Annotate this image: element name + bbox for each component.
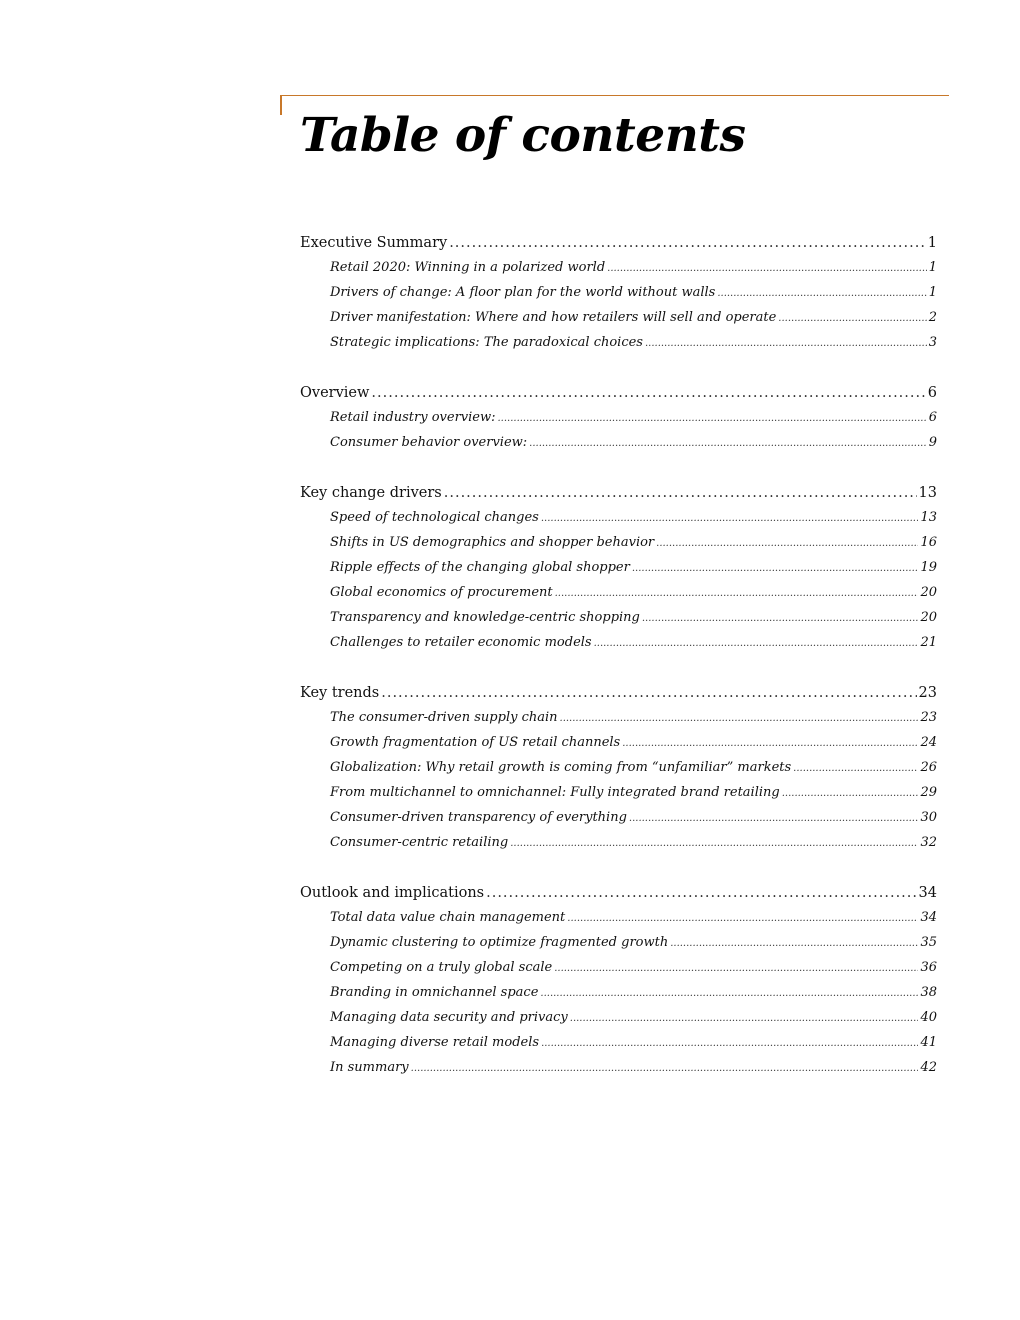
dot-leader [670, 935, 918, 950]
toc-subentry-page-number: 41 [920, 1035, 937, 1050]
toc-entry[interactable] [300, 485, 937, 510]
toc-entry-page-number: 34 [918, 885, 937, 901]
toc-subentry-title: From multichannel to omnichannel: Fully integrated brand retailing [330, 785, 780, 800]
toc-subentry-page-number: 40 [920, 1010, 937, 1025]
toc-subentry[interactable] [300, 260, 937, 285]
dot-leader [486, 885, 916, 901]
toc-subentry[interactable] [300, 735, 937, 760]
toc-subentry-title: Challenges to retailer economic models [330, 635, 592, 650]
toc-subentry[interactable] [300, 1010, 937, 1035]
toc-subentry[interactable] [300, 585, 937, 610]
toc-subentry[interactable] [300, 335, 937, 360]
dot-leader [782, 785, 919, 800]
toc-subentry-page-number: 26 [920, 760, 937, 775]
toc-subentry-page-number: 2 [928, 310, 937, 325]
toc-subentry[interactable] [300, 510, 937, 535]
toc-subentry-title: Retail 2020: Winning in a polarized world [330, 260, 606, 275]
toc-subentry-page-number: 30 [920, 810, 937, 825]
toc-entry-page-number: 6 [927, 385, 937, 401]
toc-subentry-page-number: 23 [920, 710, 937, 725]
toc-subentry-page-number: 24 [920, 735, 937, 750]
toc-subentry[interactable] [300, 1035, 937, 1060]
toc-subentry-title: Total data value chain management [330, 910, 566, 925]
toc-entry-page-number: 23 [918, 685, 937, 701]
dot-leader [541, 1035, 918, 1050]
toc-entry-page-number: 1 [927, 235, 937, 251]
toc-subentry-title: Speed of technological changes [330, 510, 539, 525]
dot-leader [411, 1060, 919, 1075]
toc-subentry[interactable] [300, 635, 937, 660]
dot-leader [622, 735, 918, 750]
toc-subentry-title: Driver manifestation: Where and how retailers will sell and operate [330, 310, 777, 325]
toc-subentry-title: Strategic implications: The paradoxical choices [330, 335, 643, 350]
toc-subentry-page-number: 36 [920, 960, 937, 975]
toc-entry-title: Key change drivers [300, 485, 442, 501]
dot-leader [555, 585, 919, 600]
toc-subentry-title: Competing on a truly global scale [330, 960, 553, 975]
toc-subentry-page-number: 1 [928, 260, 937, 275]
toc-entry[interactable] [300, 685, 937, 710]
toc-subentry[interactable] [300, 985, 937, 1010]
toc-subentry[interactable] [300, 910, 937, 935]
dot-leader [529, 435, 927, 450]
toc-subentry[interactable] [300, 410, 937, 435]
header-rule [280, 95, 949, 96]
toc-subentry-title: Managing data security and privacy [330, 1010, 568, 1025]
toc-subentry-title: In summary [330, 1060, 409, 1075]
toc-subentry[interactable] [300, 1060, 937, 1085]
toc-subentry[interactable] [300, 710, 937, 735]
toc-subentry-title: Shifts in US demographics and shopper behavior [330, 535, 655, 550]
dot-leader [498, 410, 927, 425]
dot-leader [371, 385, 925, 401]
dot-leader [570, 1010, 919, 1025]
toc-subentry[interactable] [300, 285, 937, 310]
toc-subentry[interactable] [300, 310, 937, 335]
toc-subentry-page-number: 20 [920, 610, 937, 625]
page-title: Table of contents [300, 108, 746, 163]
toc-entry[interactable] [300, 235, 937, 260]
toc-subentry-page-number: 13 [920, 510, 937, 525]
toc-subentry[interactable] [300, 560, 937, 585]
dot-leader [778, 310, 926, 325]
toc-subentry-title: Managing diverse retail models [330, 1035, 540, 1050]
toc-subentry-title: The consumer-driven supply chain [330, 710, 558, 725]
toc-subentry-page-number: 6 [928, 410, 937, 425]
dot-leader [560, 710, 919, 725]
dot-leader [444, 485, 917, 501]
toc-section [300, 385, 937, 460]
toc-subentry[interactable] [300, 760, 937, 785]
toc-subentry-title: Consumer-driven transparency of everything [330, 810, 627, 825]
toc-subentry-title: Consumer behavior overview: [330, 435, 528, 450]
toc-subentry-page-number: 34 [920, 910, 937, 925]
toc-subentry-page-number: 21 [920, 635, 937, 650]
dot-leader [642, 610, 919, 625]
toc-section [300, 685, 937, 860]
toc-subentry[interactable] [300, 810, 937, 835]
toc-subentry-page-number: 20 [920, 585, 937, 600]
dot-leader [567, 910, 918, 925]
dot-leader [607, 260, 927, 275]
dot-leader [541, 510, 919, 525]
toc-subentry[interactable] [300, 935, 937, 960]
toc-subentry[interactable] [300, 960, 937, 985]
toc-entry[interactable] [300, 385, 937, 410]
dot-leader [656, 535, 918, 550]
toc-subentry-title: Growth fragmentation of US retail channels [330, 735, 621, 750]
toc-subentry-page-number: 29 [920, 785, 937, 800]
toc-subentry-page-number: 42 [920, 1060, 937, 1075]
table-of-contents [300, 235, 937, 1110]
toc-subentry-title: Ripple effects of the changing global shopper [330, 560, 630, 575]
toc-section [300, 885, 937, 1085]
dot-leader [540, 985, 918, 1000]
toc-subentry-title: Consumer-centric retailing [330, 835, 509, 850]
toc-subentry-page-number: 35 [920, 935, 937, 950]
dot-leader [632, 560, 919, 575]
toc-entry-title: Overview [300, 385, 370, 401]
toc-entry-title: Key trends [300, 685, 380, 701]
toc-subentry[interactable] [300, 835, 937, 860]
toc-subentry-title: Globalization: Why retail growth is coming from “unfamiliar” markets [330, 760, 792, 775]
dot-leader [629, 810, 919, 825]
toc-subentry-page-number: 9 [928, 435, 937, 450]
dot-leader [554, 960, 918, 975]
toc-subentry-page-number: 38 [920, 985, 937, 1000]
toc-subentry-title: Drivers of change: A floor plan for the world without walls [330, 285, 716, 300]
dot-leader [510, 835, 918, 850]
toc-subentry-page-number: 16 [920, 535, 937, 550]
toc-subentry[interactable] [300, 785, 937, 810]
toc-entry-title: Outlook and implications [300, 885, 485, 901]
toc-entry-title: Executive Summary [300, 235, 448, 251]
dot-leader [449, 235, 926, 251]
dot-leader [793, 760, 918, 775]
toc-section [300, 485, 937, 660]
dot-leader [717, 285, 926, 300]
toc-subentry-page-number: 1 [928, 285, 937, 300]
toc-subentry-title: Branding in omnichannel space [330, 985, 539, 1000]
dot-leader [594, 635, 919, 650]
toc-subentry[interactable] [300, 435, 937, 460]
toc-subentry[interactable] [300, 535, 937, 560]
toc-entry[interactable] [300, 885, 937, 910]
toc-subentry-page-number: 32 [920, 835, 937, 850]
toc-subentry-title: Transparency and knowledge-centric shopping [330, 610, 640, 625]
toc-entry-page-number: 13 [918, 485, 937, 501]
toc-subentry-page-number: 19 [920, 560, 937, 575]
dot-leader [645, 335, 927, 350]
toc-subentry-title: Dynamic clustering to optimize fragmented growth [330, 935, 669, 950]
toc-subentry-page-number: 3 [928, 335, 937, 350]
toc-subentry[interactable] [300, 610, 937, 635]
dot-leader [381, 685, 916, 701]
header-rule-tick [280, 95, 282, 115]
toc-subentry-title: Retail industry overview: [330, 410, 496, 425]
toc-section [300, 235, 937, 360]
toc-subentry-title: Global economics of procurement [330, 585, 553, 600]
